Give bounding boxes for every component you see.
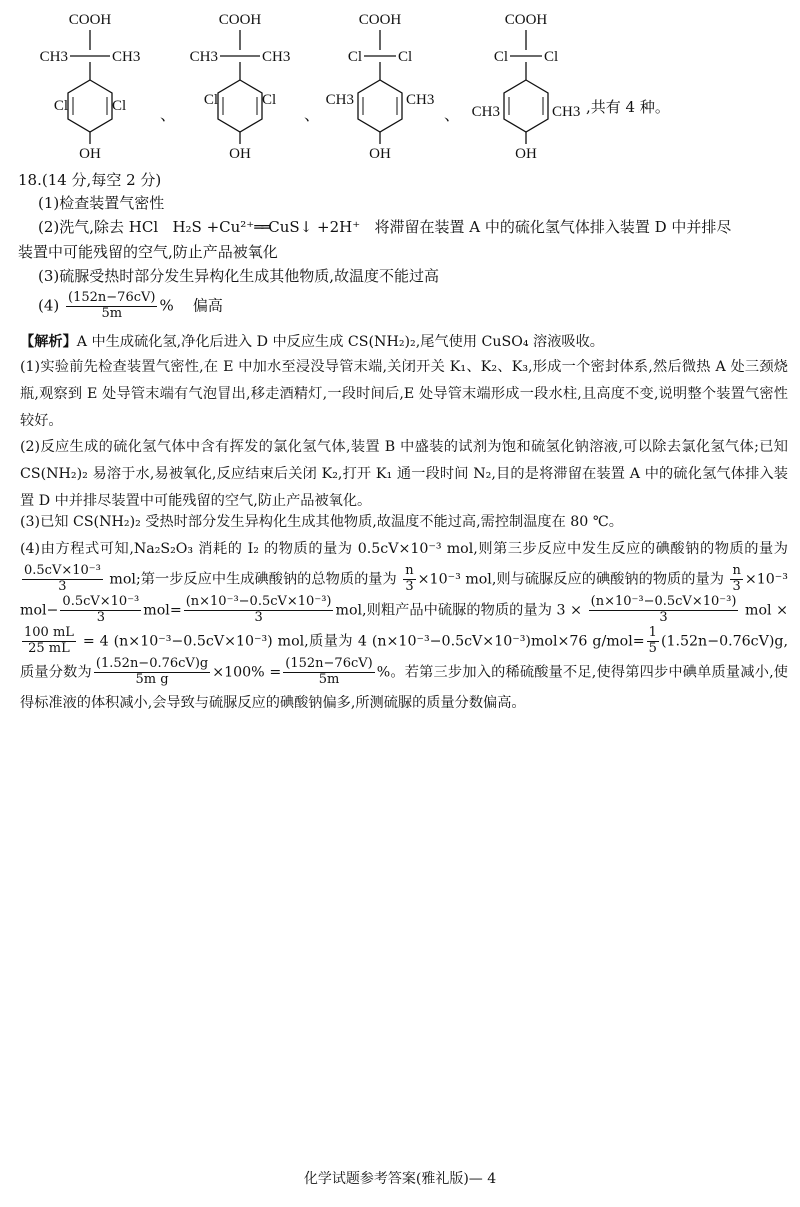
q18-a4-num: (152n−76cV) <box>68 290 156 305</box>
structural-formulas <box>18 4 788 164</box>
p4-text-10: ×100% <box>212 664 265 681</box>
structure-3 <box>308 4 448 164</box>
structure-1-right: CH3 <box>112 49 141 65</box>
analysis-intro-text: A 中生成硫化氢,净化后进入 D 中反应生成 CS(NH₂)₂,尾气使用 CuSO₄ 溶液吸收。 <box>76 334 604 350</box>
fraction-1b-den: 3 <box>96 609 105 625</box>
p4-text-5: mol= <box>143 602 182 619</box>
fraction-1 <box>22 564 103 595</box>
fraction-7-den: 5m <box>318 671 340 687</box>
fraction-6 <box>94 657 210 688</box>
fraction-1b-num: 0.5cV×10⁻³ <box>62 593 140 609</box>
fraction-2b-den: 3 <box>732 578 741 594</box>
p4-text-11: = <box>269 664 282 681</box>
q18-answer-1: (1)检查装置气密性 <box>38 194 165 212</box>
fraction-1b <box>60 595 141 626</box>
fraction-4-den: 25 mL <box>28 640 70 656</box>
structure-2 <box>168 4 308 164</box>
structure-2-left: CH3 <box>189 49 218 65</box>
fraction-5-den: 5 <box>648 640 657 656</box>
structure-3-left: Cl <box>347 49 362 65</box>
q18-answer-2-cont: 装置中可能残留的空气,防止产品被氧化 <box>18 243 278 261</box>
analysis-label: 【解析】 <box>20 334 77 350</box>
analysis-part-3: (3)已知 CS(NH₂)₂ 受热时部分发生异构化生成其他物质,故温度不能过高,需控制温度在 80 ℃。 <box>20 514 623 530</box>
q18-equation-rhs: CuS↓ +2H⁺ <box>268 218 361 236</box>
analysis-part-1: (1)实验前先检查装置气密性,在 E 中加水至浸没导管末端,关闭开关 K₁、K₂、K₃,形成一个密封体系,然后微热 A 处三颈烧瓶,观察到 E 处导管末端有气泡冒出,移走酒精灯,一段时间后,E 处导管末端形成一段水柱,且高度不变,说明整个装置气密性较好。 <box>20 359 788 429</box>
fraction-6-num: (1.52n−0.76cV)g <box>95 655 209 671</box>
q18-a4-percent: % <box>159 296 174 315</box>
p4-text-2: mol;第一步反应中生成碘酸钠的总物质的量为 <box>109 571 397 588</box>
structure-2-right: CH3 <box>262 49 291 65</box>
fraction-3 <box>184 595 334 626</box>
q18-answer-4-suffix: 偏高 <box>192 296 223 315</box>
structure-4 <box>454 4 594 164</box>
fraction-3-den: 3 <box>254 609 263 625</box>
fraction-2-num: n <box>405 563 414 578</box>
fraction-2-den: 3 <box>405 578 414 594</box>
fraction-2b-num: n <box>732 563 741 578</box>
p4-text-9: (1.52n−0.76cV)g,质量分数为 <box>20 633 788 681</box>
q18-equation-lhs: H₂S +Cu²⁺ <box>172 218 255 236</box>
fraction-1-num: 0.5cV×10⁻³ <box>24 563 101 578</box>
q18-answer-2-suffix: 将滞留在装置 A 中的硫化氢气体排入装置 D 中并排尽 <box>374 218 732 236</box>
p4-text-4: ×10⁻³ mol− <box>20 571 788 619</box>
structure-2-bottom: OH <box>229 146 251 162</box>
p4-text-1: (4)由方程式可知,Na₂S₂O₃ 消耗的 I₂ 的物质的量为 0.5cV×10⁻³ mol,则第三步反应中发生反应的碘酸钠的物质的量为 <box>20 541 788 557</box>
structure-4-left: Cl <box>493 49 508 65</box>
q18-header: 18.(14 分,每空 2 分) <box>18 171 162 189</box>
analysis-part-2: (2)反应生成的硫化氢气体中含有挥发的氯化氢气体,装置 B 中盛装的试剂为饱和硫氢化钠溶液,可以除去氯化氢气体;已知 CS(NH₂)₂ 易溶于水,易被氧化,反应结束后关闭 K₂,打开 K₁ 通一段时间 N₂,目的是将滞留在装置 A 中的硫化氢气体排入装置 D 中并排尽装置中可能残留的空气,防止产品被氧化。 <box>20 439 788 509</box>
q18-answer-4-prefix: (4) <box>38 296 60 315</box>
fraction-7-num: (152n−76cV) <box>285 655 373 671</box>
structures-count-note: ,共有 4 种。 <box>586 98 670 116</box>
fraction-3b <box>589 595 739 626</box>
p4-text-8: = 4 (n×10⁻³−0.5cV×10⁻³) mol,质量为 4 (n×10⁻³−0.5cV×10⁻³)mol×76 g/mol= <box>82 633 645 650</box>
structure-2-ring-right: Cl <box>262 92 277 108</box>
fraction-5-num: 1 <box>648 624 657 640</box>
fraction-6-den: 5m g <box>135 671 169 687</box>
structure-1-ring-right: Cl <box>112 98 127 114</box>
q18-answer-2 <box>38 217 731 237</box>
separator-1: 、 <box>160 105 177 124</box>
structure-3-ring-right: CH3 <box>406 92 435 108</box>
structure-1-bottom: OH <box>79 146 101 162</box>
analysis-part-4 <box>20 534 788 718</box>
structure-4-ring-right: CH3 <box>552 104 581 120</box>
structure-4-top: COOH <box>504 12 548 28</box>
separator-3: 、 <box>444 105 461 124</box>
q18-answer-3: (3)硫脲受热时部分发生异构化生成其他物质,故温度不能过高 <box>38 267 440 285</box>
q18-answer-2-prefix: (2)洗气,除去 HCl <box>38 218 159 236</box>
p4-text-7: mol × <box>745 602 789 619</box>
structure-3-right: Cl <box>398 49 413 65</box>
structure-2-top: COOH <box>218 12 262 28</box>
analysis-intro <box>20 329 788 356</box>
q18-answer-4 <box>38 291 223 322</box>
structure-4-right: Cl <box>544 49 559 65</box>
structure-3-bottom: OH <box>369 146 391 162</box>
page-footer: 化学试题参考答案(雅礼版)— 4 <box>303 1171 497 1187</box>
fraction-3b-num: (n×10⁻³−0.5cV×10⁻³) <box>590 593 737 609</box>
fraction-3b-den: 3 <box>659 609 668 625</box>
structure-1-left: CH3 <box>39 49 68 65</box>
p4-text-3: ×10⁻³ mol,则与硫脲反应的碘酸钠的物质的量为 <box>417 571 724 588</box>
fraction-3-num: (n×10⁻³−0.5cV×10⁻³) <box>185 593 332 609</box>
structure-1 <box>18 4 158 164</box>
fraction-4 <box>22 626 76 657</box>
structure-3-ring-left: CH3 <box>325 92 354 108</box>
equals-sign: ══ <box>254 218 269 236</box>
fraction-4-num: 100 mL <box>24 624 74 640</box>
fraction-7 <box>283 657 374 688</box>
p4-text-6: mol,则粗产品中硫脲的物质的量为 3 × <box>335 602 583 619</box>
structure-2-ring-left: Cl <box>203 92 218 108</box>
q18-answer-4-fraction <box>66 291 157 322</box>
p4-text-12: %。若第三步加入的稀硫酸量不足,使得第四步中碘单质量减小,使得标准液的体积减小,会导致与硫脲反应的碘酸钠偏多,所测硫脲的质量分数偏高。 <box>20 664 788 711</box>
structure-1-top: COOH <box>68 12 112 28</box>
structure-1-ring-left: Cl <box>53 98 68 114</box>
fraction-1-den: 3 <box>58 578 67 594</box>
structure-4-bottom: OH <box>515 146 537 162</box>
fraction-5 <box>647 626 659 657</box>
fraction-2b <box>730 564 742 595</box>
separator-2: 、 <box>304 105 321 124</box>
fraction-2 <box>403 564 415 595</box>
structure-3-top: COOH <box>358 12 402 28</box>
q18-a4-den: 5m <box>101 305 123 321</box>
structure-4-ring-left: CH3 <box>471 104 500 120</box>
